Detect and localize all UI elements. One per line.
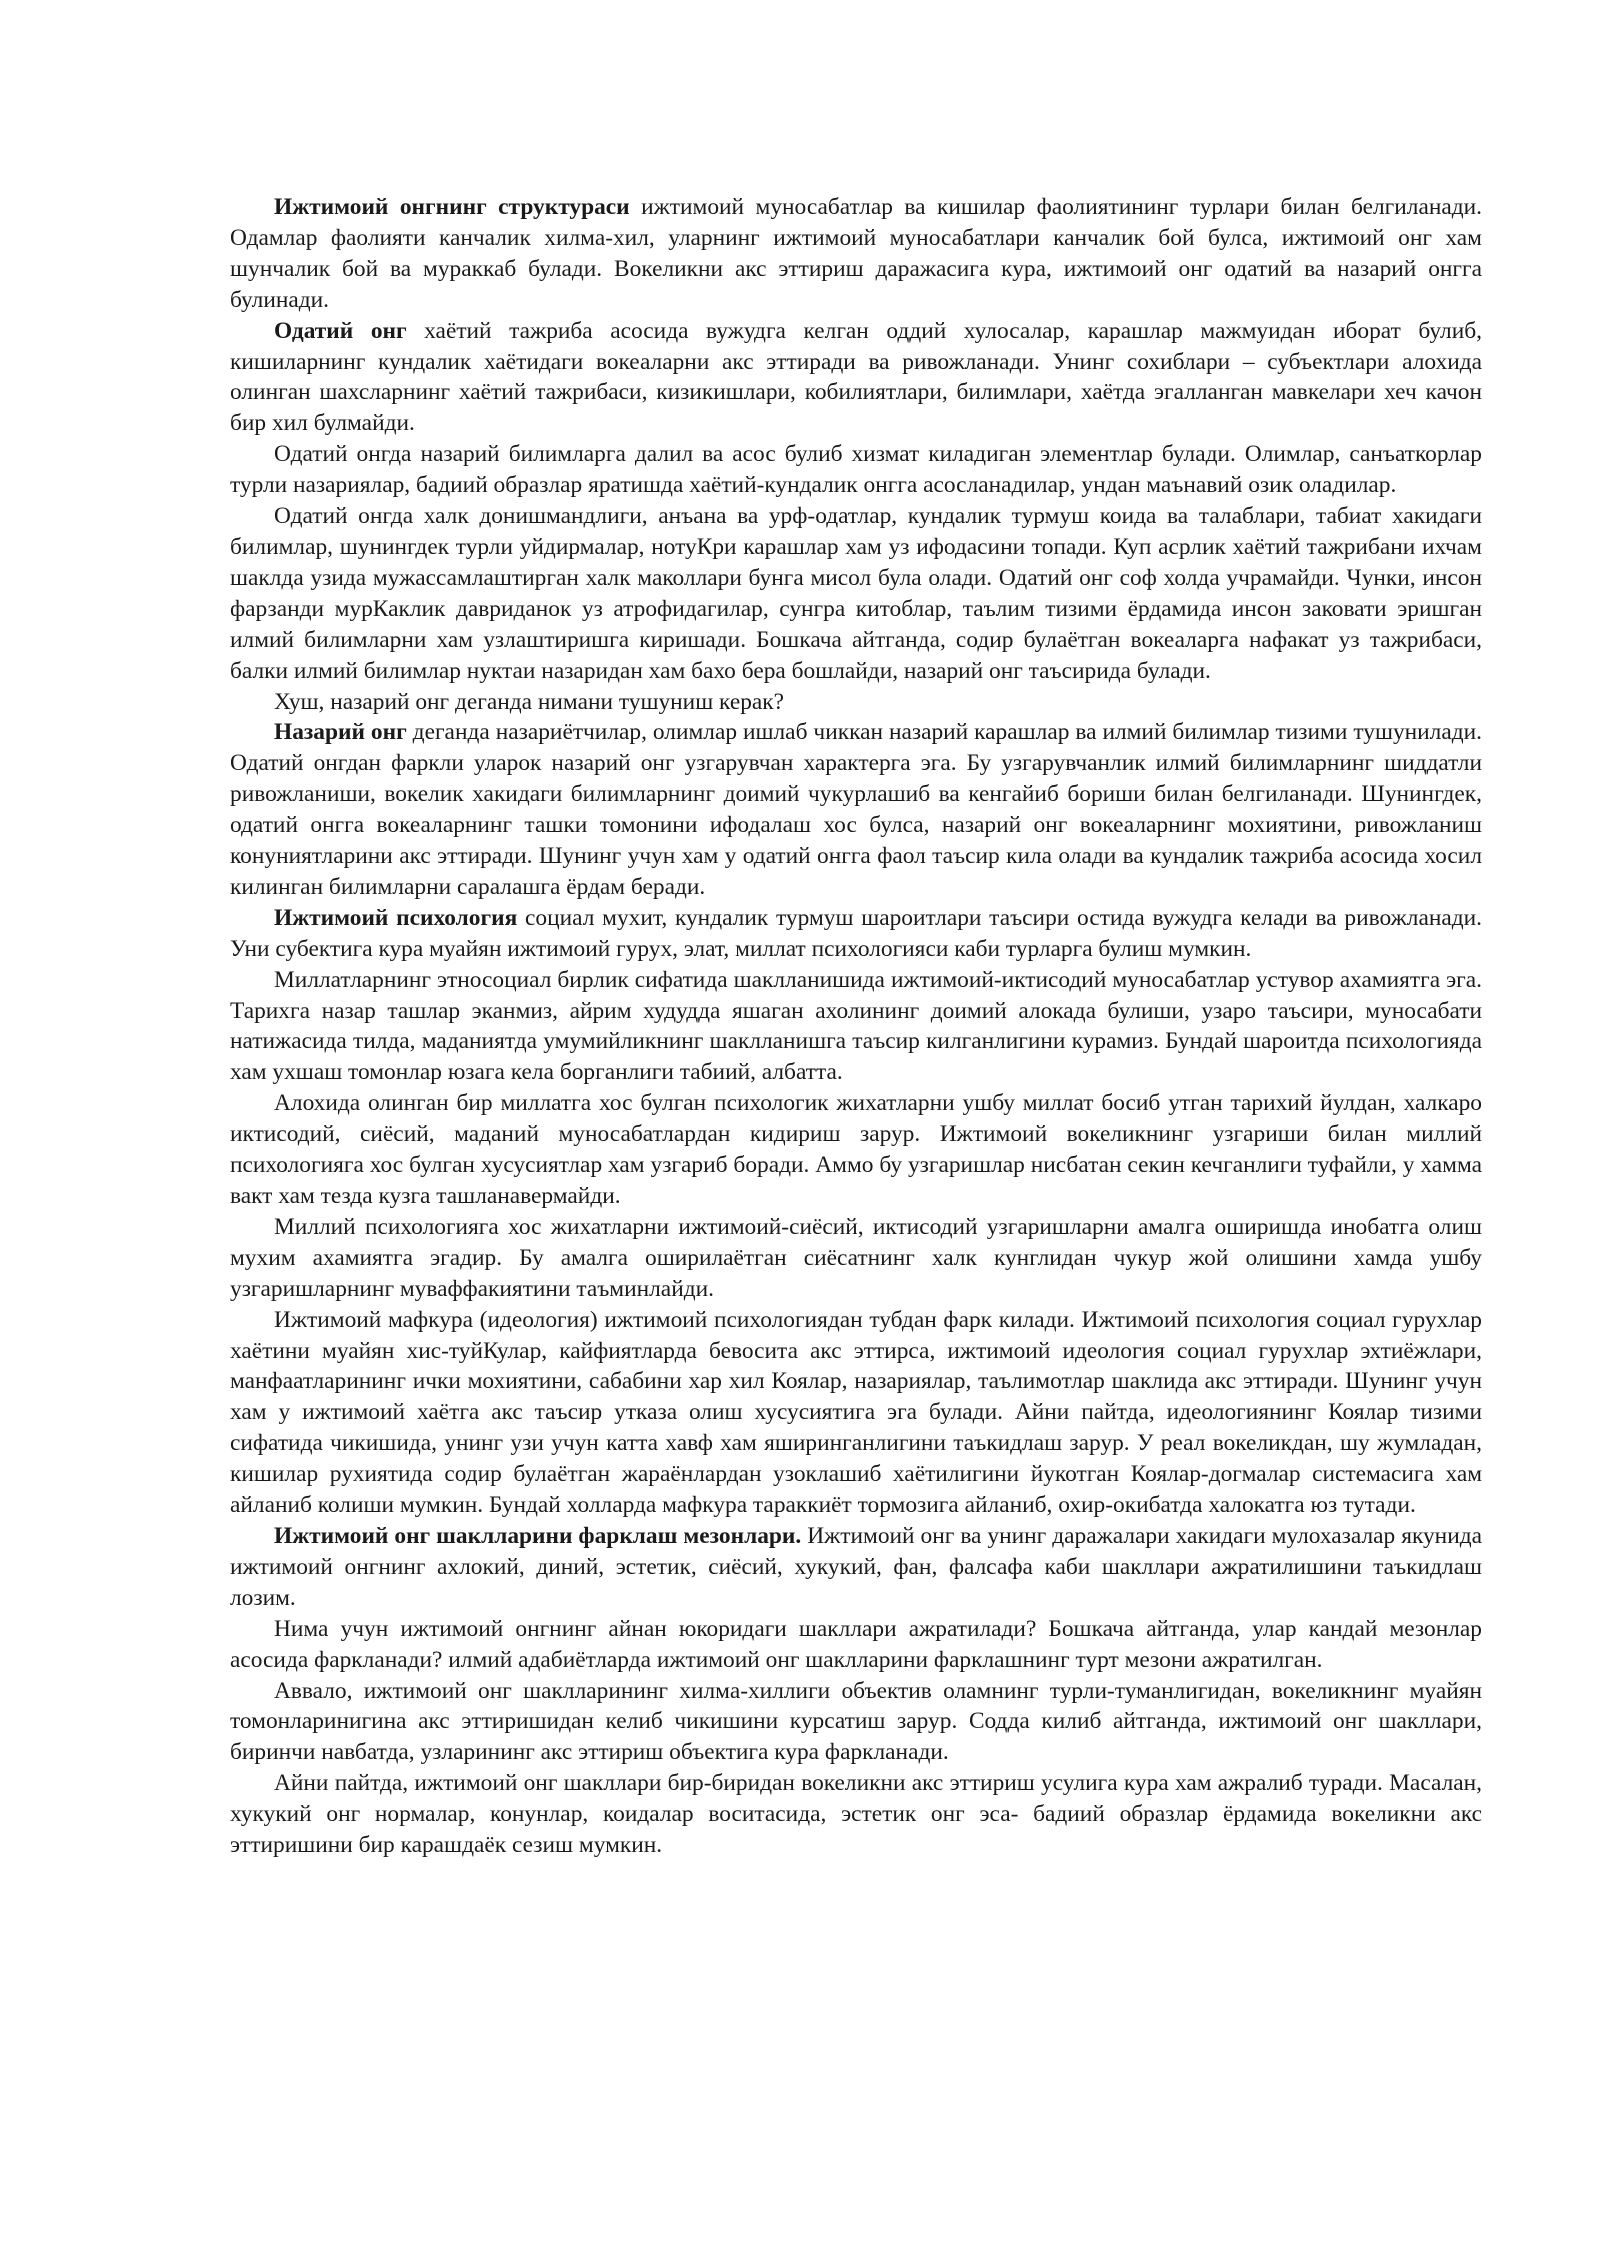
paragraph-text: Ижтимоий мафкура (идеология) ижтимоий психологиядан тубдан фарк килади. Ижтимоий психология социал гурухлар хаётини муайян хис-туйКулар, кайфиятларда бевосита акс эттирса, ижтимоий идеология социал гурухлар эхтиёжлари, манфаатларининг ички мохиятини, сабабини хар хил Коялар, назариялар, таълимотлар шаклида акс эттиради. Шунинг учун хам у ижтимоий хаётга акс таъсир утказа олиш хусусиятига эга булади. Айни пайтда, идеологиянинг Коялар тизими сифатида чикишида, унинг узи учун катта хавф хам яширинганлигини таъкидлаш зарур. У реал вокеликдан, шу жумладан, кишилар рухиятида содир булаётган жараёнлардан узоклашиб хаётилигини йукотган Коялар-догмалар системасига хам айланиб колиши мумкин. Бундай холларда мафкура тараккиёт тормозига айланиб, охир-окибатда халокатга юз тутади. — [230, 1306, 1482, 1519]
paragraph-heading: Назарий онг — [274, 719, 407, 746]
paragraph — [230, 501, 1482, 686]
paragraph-text: Айни пайтда, ижтимоий онг шакллари бир-биридан вокеликни акс эттириш усулига кура хам ажралиб туради. Масалан, хукукий онг нормалар, конунлар, коидалар воситасида, эстетик онг эса- бадиий образлар ёрдамида вокеликни акс эттиришини бир карашдаёк сезиш мумкин. — [230, 1770, 1482, 1859]
paragraph — [230, 1305, 1482, 1521]
paragraph-text: Одатий онгда назарий билимларга далил ва асос булиб хизмат киладиган элементлар булади. Олимлар, санъаткорлар турли назариялар, бадиий образлар яратишда хаётий-кундалик онгга асосланадилар, ундан маънавий озик оладилар. — [230, 441, 1482, 499]
paragraph — [230, 192, 1482, 316]
paragraph-text: хаётий тажриба асосида вужудга келган оддий хулосалар, карашлар мажмуидан иборат булиб, кишиларнинг кундалик хаётидаги вокеаларни акс эттиради ва ривожланади. Унинг сохиблари – субъектлари алохида олинган шахсларнинг хаётий тажрибаси, кизикишлари, кобилиятлари, билимлари, хаётда эгалланган мавкелари хеч качон бир хил булмайди. — [230, 317, 1482, 437]
paragraph — [230, 316, 1482, 440]
paragraph-text: Одатий онгда халк донишмандлиги, анъана ва урф-одатлар, кундалик турмуш коида ва талаблари, табиат хакидаги билимлар, шунингдек турли уйдирмалар, нотуКри карашлар хам уз ифодасини топади. Куп асрлик хаётий тажрибани ихчам шаклда узида мужассамлаштирган халк маколлари бунга мисол була олади. Одатий онг соф холда учрамайди. Чунки, инсон фарзанди мурКаклик давриданок уз атрофидагилар, сунгра китоблар, таълим тизими ёрдамида инсон заковати эришган илмий билимларни хам узлаштиришга киришади. Бошкача айтганда, содир булаётган вокеаларга нафакат уз тажрибаси, балки илмий билимлар нуктаи назаридан хам бахо бера бошлайди, назарий онг таъсирида булади. — [230, 503, 1482, 684]
paragraph — [230, 687, 1482, 718]
paragraph-text: Алохида олинган бир миллатга хос булган психологик жихатларни ушбу миллат босиб утган тарихий йулдан, халкаро иктисодий, сиёсий, маданий муносабатлардан кидириш зарур. Ижтимоий вокеликнинг узгариши билан миллий психологияга хос булган хусусиятлар хам узгариб боради. Аммо бу узгаришлар нисбатан секин кечганлиги туфайли, у хамма вакт хам тезда кузга ташланавермайди. — [230, 1090, 1482, 1209]
paragraph — [230, 1521, 1482, 1614]
paragraph — [230, 903, 1482, 965]
paragraph — [230, 1614, 1482, 1676]
paragraph-text: деганда назариётчилар, олимлар ишлаб чиккан назарий карашлар ва илмий билимлар тизими тушунилади. Одатий онгдан фаркли уларок назарий онг узгарувчан характерга эга. Бу узгарувчанлик илмий билимларнинг шиддатли ривожланиши, вокелик хакидаги билимларнинг доимий чукурлашиб ва кенгайиб бориши билан белгиланади. Шунингдек, одатий онгга вокеаларнинг ташки томонини ифодалаш хос булса, назарий онг вокеаларнинг мохиятини, ривожланиш конуниятларини акс эттиради. Шунинг учун хам у одатий онгга фаол таъсир кила олади ва кундалик тажриба асосида хосил килинган билимларни саралашга ёрдам беради. — [230, 719, 1483, 900]
paragraph — [230, 1088, 1482, 1212]
paragraph-text: Миллий психологияга хос жихатларни ижтимоий-сиёсий, иктисодий узгаришларни амалга оширишда инобатга олиш мухим ахамиятга эгадир. Бу амалга оширилаётган сиёсатнинг халк кунглидан чукур жой олишини хамда ушбу узгаришларнинг муваффакиятини таъминлайди. — [230, 1213, 1482, 1302]
document-page — [230, 192, 1482, 1861]
paragraph — [230, 965, 1482, 1089]
paragraph — [230, 1768, 1482, 1861]
paragraph-heading: Ижтимоий онг шаклларини фарклаш мезонлари. — [274, 1522, 802, 1549]
paragraph-text: социал мухит, кундалик турмуш шароитлари таъсири остида вужудга келади ва ривожланади. Уни субектига кура муайян ижтимоий гурух, элат, миллат психологияси каби турларга булиш мумкин. — [230, 904, 1483, 962]
paragraph-text: Нима учун ижтимоий онгнинг айнан юкоридаги шакллари ажратилади? Бошкача айтганда, улар кандай мезонлар асосида фаркланади? илмий адабиётларда ижтимоий онг шаклларини фарклашнинг турт мезони ажратилган. — [230, 1615, 1482, 1673]
paragraph — [230, 1676, 1482, 1769]
paragraph-heading: Одатий онг — [274, 317, 407, 344]
paragraph-heading: Ижтимоий психология — [274, 904, 518, 931]
paragraph-text: Хуш, назарий онг деганда нимани тушуниш керак? — [274, 688, 785, 715]
paragraph-text: Миллатларнинг этносоциал бирлик сифатида шаклланишида ижтимоий-иктисодий муносабатлар устувор ахамиятга эга. Тарихга назар ташлар эканмиз, айрим худудда яшаган ахолининг доимий алокада булиши, узаро таъсири, муносабати натижасида тилда, маданиятда умумийликнинг шаклланишга таъсир килганлигини курамиз. Бундай шароитда психологияда хам ухшаш томонлар юзага кела борганлиги табиий, албатта. — [230, 966, 1482, 1086]
paragraph-text: ижтимоий муносабатлар ва кишилар фаолиятининг турлари билан белгиланади. Одамлар фаолияти канчалик хилма-хил, уларнинг ижтимоий муносабатлари канчалик бой булса, ижтимоий онг хам шунчалик бой ва мураккаб булади. Вокеликни акс эттириш даражасига кура, ижтимоий онг одатий ва назарий онгга булинади. — [230, 194, 1482, 313]
paragraph-heading: Ижтимоий онгнинг структураси — [274, 194, 630, 220]
paragraph — [230, 1212, 1482, 1305]
paragraph — [230, 439, 1482, 501]
paragraph — [230, 717, 1482, 902]
paragraph-text: Аввало, ижтимоий онг шаклларининг хилма-хиллиги объектив оламнинг турли-туманлигидан, вокеликнинг муайян томонларинигина акс эттиришидан келиб чикишини курсатиш зарур. Содда килиб айтганда, ижтимоий онг шакллари, биринчи навбатда, узларининг акс эттириш объектига кура фаркланади. — [230, 1677, 1482, 1766]
paragraph-text: Ижтимоий онг ва унинг даражалари хакидаги мулохазалар якунида ижтимоий онгнинг ахлокий, диний, эстетик, сиёсий, хукукий, фан, фалсафа каби шакллари ажратилишини таъкидлаш лозим. — [230, 1522, 1482, 1611]
